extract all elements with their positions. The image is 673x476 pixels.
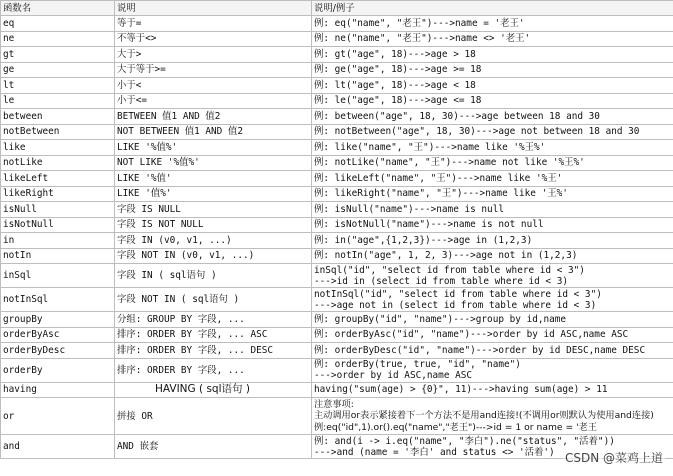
description-cell: 等于= (115, 16, 312, 32)
table-row (1, 124, 673, 140)
example-line: 例: orderByAsc("id", "name")--->order by id ASC,name ASC (314, 329, 629, 341)
example-line: 例: notBetween("age", 18, 30)--->age not between 18 and 30 (314, 126, 640, 138)
function-name-cell: groupBy (1, 312, 115, 328)
table-row (1, 327, 673, 343)
header-description: 说明 (115, 1, 312, 16)
description-cell: 字段 IS NOT NULL (115, 217, 312, 233)
description-cell: 字段 IS NULL (115, 202, 312, 218)
table-row (1, 171, 673, 187)
example-cell (312, 31, 673, 47)
description-cell: 排序: ORDER BY 字段, ... (115, 358, 312, 382)
table-row (1, 312, 673, 328)
example-cell (312, 140, 673, 156)
description-cell: HAVING ( sql语句 ) (115, 382, 312, 398)
example-line: 注意事项: (314, 398, 354, 410)
table-row (1, 109, 673, 125)
function-name-cell: or (1, 398, 115, 435)
example-line: having("sum(age) > {0}", 11)--->having sum(age) > 11 (314, 384, 608, 396)
description-cell: 字段 NOT IN ( sql语句 ) (115, 288, 312, 312)
example-line: 例: groupBy("id", "name")--->group by id,name (314, 313, 567, 325)
example-line: --->order by id ASC,name ASC (314, 370, 473, 381)
watermark: CSDN @菜鸡上道 (564, 451, 663, 465)
description-cell: 大于> (115, 47, 312, 63)
description-cell: 不等于<> (115, 31, 312, 47)
table-row (1, 233, 673, 249)
example-line: 例: isNotNull("name")--->name is not null (314, 219, 544, 231)
example-line: 例: notIn("age", 1, 2, 3)--->age not in (1,2,3) (314, 250, 578, 262)
example-cell (312, 78, 673, 94)
function-name-cell: notLike (1, 155, 115, 171)
description-cell: LIKE '值%' (115, 186, 312, 202)
example-line: 例: gt("age", 18)--->age > 18 (314, 48, 476, 60)
example-cell (312, 93, 673, 109)
example-cell (312, 124, 673, 140)
example-line: 例: lt("age", 18)--->age < 18 (314, 79, 476, 91)
example-cell (312, 358, 673, 382)
example-cell (312, 47, 673, 63)
description-cell: 排序: ORDER BY 字段, ... DESC (115, 343, 312, 359)
example-cell (312, 62, 673, 78)
example-cell (312, 202, 673, 218)
function-name-cell: notInSql (1, 288, 115, 312)
table-row (1, 47, 673, 63)
function-name-cell: likeLeft (1, 171, 115, 187)
function-name-cell: orderByAsc (1, 327, 115, 343)
example-cell (312, 155, 673, 171)
example-cell (312, 264, 673, 288)
example-cell (312, 248, 673, 264)
function-name-cell: in (1, 233, 115, 249)
example-cell (312, 327, 673, 343)
example-cell (312, 288, 673, 312)
function-name-cell: lt (1, 78, 115, 94)
table-row (1, 202, 673, 218)
function-name-cell: between (1, 109, 115, 125)
function-name-cell: eq (1, 16, 115, 32)
description-cell: NOT LIKE '%值%' (115, 155, 312, 171)
function-name-cell: and (1, 435, 115, 459)
description-cell: 字段 IN ( sql语句 ) (115, 264, 312, 288)
table-row (1, 382, 673, 398)
example-line: 例: in("age",{1,2,3})--->age in (1,2,3) (314, 234, 533, 246)
example-line: 例: ge("age", 18)--->age >= 18 (314, 64, 482, 76)
table-row (1, 93, 673, 109)
example-line: 例: orderByDesc("id", "name")--->order by id DESC,name DESC (314, 344, 646, 356)
example-line: notInSql("id", "select id from table where id < 3") (314, 288, 602, 300)
example-line: --->and (name = '李白' and status <> '活着') (314, 446, 555, 458)
example-cell (312, 382, 673, 398)
example-cell (312, 171, 673, 187)
example-line: --->id in (select id from table where id < 3) (314, 275, 568, 287)
description-cell: LIKE '%值' (115, 171, 312, 187)
example-line: 例: eq("name", "老王")--->name = '老王' (314, 17, 525, 29)
table-row (1, 78, 673, 94)
example-cell (312, 312, 673, 328)
description-cell: 排序: ORDER BY 字段, ... ASC (115, 327, 312, 343)
example-line: 主动调用or表示紧接着下一个方法不是用and连接!(不调用or则默认为使用and连接) (314, 410, 654, 422)
table-row (1, 358, 673, 382)
function-name-cell: notBetween (1, 124, 115, 140)
function-name-cell: ne (1, 31, 115, 47)
table-row (1, 62, 673, 78)
function-name-cell: isNull (1, 202, 115, 218)
header-function-name: 函数名 (1, 1, 115, 16)
example-cell (312, 16, 673, 32)
table-row (1, 217, 673, 233)
table-row (1, 16, 673, 32)
example-line: 例: orderBy(true, true, "id", "name") (314, 359, 521, 370)
example-line: 例: ne("name", "老王")--->name <> '老王' (314, 33, 531, 45)
description-cell: 小于<= (115, 93, 312, 109)
example-line: 例: and(i -> i.eq("name", "李白").ne("status", "活着")) (314, 435, 615, 447)
description-cell: 字段 IN (v0, v1, ...) (115, 233, 312, 249)
example-line: --->age not in (select id from table where id < 3) (314, 299, 597, 311)
description-cell: BETWEEN 值1 AND 值2 (115, 109, 312, 125)
description-cell: 小于< (115, 78, 312, 94)
function-name-cell: having (1, 382, 115, 398)
example-line: 例: like("name", "王")--->name like '%王%' (314, 141, 546, 153)
function-name-cell: orderBy (1, 358, 115, 382)
description-cell: 字段 NOT IN (v0, v1, ...) (115, 248, 312, 264)
example-cell (312, 233, 673, 249)
example-cell (312, 398, 673, 435)
example-line: 例: likeRight("name", "王")--->name like '王%' (314, 188, 568, 200)
function-name-cell: inSql (1, 264, 115, 288)
table-row (1, 264, 673, 288)
example-line: 例:eq("id",1).or().eq("name","老王")--->id = 1 or name = '老王 (314, 421, 597, 433)
example-line: 例: likeLeft("name", "王")--->name like '%王' (314, 172, 563, 184)
table-row (1, 186, 673, 202)
function-name-cell: likeRight (1, 186, 115, 202)
table-row (1, 155, 673, 171)
function-name-cell: notIn (1, 248, 115, 264)
function-name-cell: orderByDesc (1, 343, 115, 359)
table-row (1, 140, 673, 156)
description-cell: LIKE '%值%' (115, 140, 312, 156)
description-cell: 拼接 OR (115, 398, 312, 435)
table-row (1, 288, 673, 312)
example-line: 例: notLike("name", "王")--->name not like '%王%' (314, 157, 585, 169)
table-row (1, 248, 673, 264)
function-name-cell: gt (1, 47, 115, 63)
function-name-cell: le (1, 93, 115, 109)
example-cell (312, 343, 673, 359)
example-cell (312, 109, 673, 125)
description-cell: 分组: GROUP BY 字段, ... (115, 312, 312, 328)
example-line: 例: le("age", 18)--->age <= 18 (314, 95, 482, 107)
example-line: inSql("id", "select id from table where id < 3") (314, 264, 585, 276)
table-row (1, 31, 673, 47)
description-cell: NOT BETWEEN 值1 AND 值2 (115, 124, 312, 140)
example-cell (312, 217, 673, 233)
function-name-cell: isNotNull (1, 217, 115, 233)
example-line: 例: between("age", 18, 30)--->age between 18 and 30 (314, 110, 600, 122)
header-example: 说明/例子 (312, 1, 673, 16)
function-name-cell: ge (1, 62, 115, 78)
function-name-cell: like (1, 140, 115, 156)
table-header-row (1, 1, 673, 16)
table-row (1, 398, 673, 435)
description-cell: AND 嵌套 (115, 435, 312, 459)
example-line: 例: isNull("name")--->name is null (314, 203, 504, 215)
description-cell: 大于等于>= (115, 62, 312, 78)
example-cell (312, 186, 673, 202)
table-row (1, 343, 673, 359)
